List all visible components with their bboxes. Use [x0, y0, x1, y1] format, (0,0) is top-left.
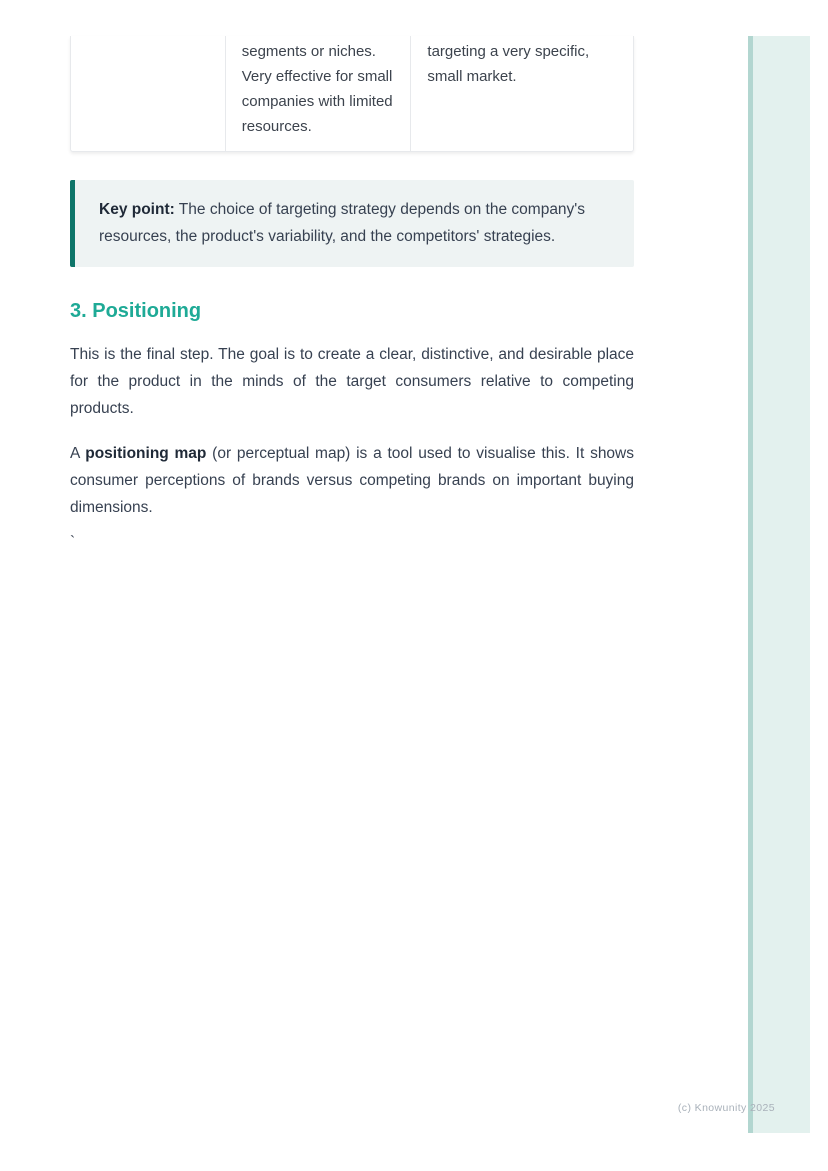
positioning-paragraph-1: This is the final step. The goal is to create a clear, distinctive, and desirable place for the product in the minds of the target consumers relative to competing products.	[70, 346, 634, 417]
table-cell: segments or niches. Very effective for small companies with limited resources.	[225, 36, 411, 151]
footer-copyright: (c) Knowunity 2025	[677, 1102, 775, 1114]
section-heading-positioning: 3. Positioning	[70, 300, 202, 322]
key-point-callout	[70, 180, 634, 267]
key-point-text: The choice of targeting strategy depends on the company's resources, the product's variability, and the competitors' strategies.	[99, 201, 586, 245]
side-stripe-decoration	[748, 36, 810, 1133]
document-content	[70, 36, 634, 556]
table-cell: targeting a very specific, small market.	[410, 36, 633, 151]
key-point-label: Key point:	[99, 201, 175, 218]
paragraph-2-rest: (or perceptual map) is a tool used to visualise this. It shows consumer perceptions of brands versus competing brands on important buying dimensions.	[70, 445, 635, 516]
stray-backtick: `	[70, 534, 76, 551]
positioning-map-term: positioning map	[85, 445, 207, 462]
table-cell	[71, 36, 225, 151]
paragraph-2-prefix: A	[70, 445, 86, 462]
positioning-paragraph-2	[70, 440, 634, 521]
targeting-strategies-table	[70, 36, 634, 152]
